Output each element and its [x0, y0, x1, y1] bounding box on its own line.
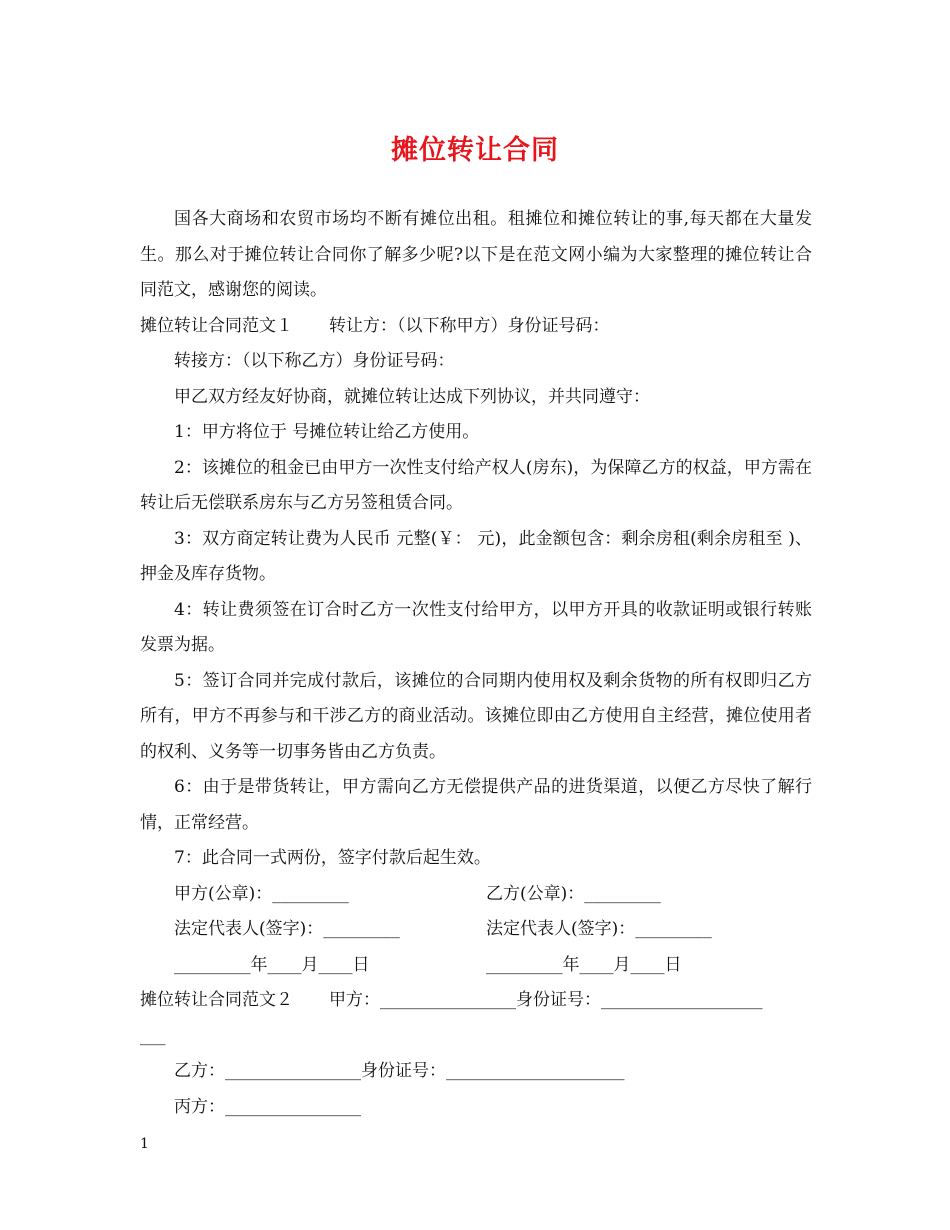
agreement-line: 甲乙双方经友好协商，就摊位转让达成下列协议，并共同遵守：	[174, 386, 650, 407]
sample2-party-b: 乙方：________________身份证号：_____________________	[174, 1061, 625, 1081]
party-b-seal: 乙方(公章)：_________	[486, 883, 661, 904]
transferee-line: 转接方：（以下称乙方）身份证号码：	[174, 351, 455, 371]
sample2-party-a-wrap: ___	[140, 1025, 166, 1046]
document-body	[140, 202, 812, 1125]
sample1-heading: 摊位转让合同范文１	[140, 315, 293, 336]
clause-6: 6：由于是带货转让，甲方需向乙方无偿提供产品的进货渠道，以便乙方尽快了解行情，正常经营。	[140, 777, 812, 833]
sample2-party-c: 丙方：________________	[174, 1096, 361, 1117]
clause-5: 5：签订合同并完成付款后，该摊位的合同期内使用权及剩余货物的所有权即归乙方所有，甲方不再参与和干涉乙方的商业活动。该摊位即由乙方使用自主经营，摊位使用者的权利、义务等一切事务皆由乙方负责。	[140, 670, 812, 762]
clause-1: 1：甲方将位于 号摊位转让给乙方使用。	[174, 422, 480, 442]
clause-3: 3：双方商定转让费为人民币 元整(￥： 元)，此金额包含：剩余房租(剩余房租至 )、押金及库存货物。	[140, 528, 812, 584]
clause-2: 2：该摊位的租金已由甲方一次性支付给产权人(房东)，为保障乙方的权益，甲方需在转让后无偿联系房东与乙方另签租赁合同。	[140, 457, 812, 513]
party-b-date: _________年____月____日	[486, 954, 682, 975]
signature-date-row	[140, 948, 812, 984]
transferor-line: 转让方：（以下称甲方）身份证号码：	[329, 315, 610, 336]
document-title: 摊位转让合同	[391, 135, 559, 166]
sample2-party-a: 甲方：________________身份证号：___________________	[329, 990, 763, 1010]
party-a-date: _________年____月____日	[174, 954, 370, 975]
sample2-heading: 摊位转让合同范文２	[140, 990, 293, 1010]
clause-7: 7：此合同一式两份，签字付款后起生效。	[174, 848, 491, 868]
signature-seal-row	[140, 877, 812, 913]
page-number: 1	[140, 1136, 149, 1152]
party-a-seal: 甲方(公章)：_________	[174, 883, 349, 904]
sample2-heading-line	[140, 983, 812, 1019]
sample1-heading-line	[140, 309, 812, 345]
party-a-representative: 法定代表人(签字)：_________	[174, 919, 400, 939]
party-b-representative: 法定代表人(签字)：_________	[486, 919, 712, 939]
signature-rep-row	[140, 912, 812, 948]
intro-paragraph: 国各大商场和农贸市场均不断有摊位出租。租摊位和摊位转让的事,每天都在大量发生。那么对于摊位转让合同你了解多少呢?以下是在范文网小编为大家整理的摊位转让合同范文，感谢您的阅读。	[140, 209, 812, 300]
clause-4: 4：转让费须签在订合时乙方一次性支付给甲方，以甲方开具的收款证明或银行转账发票为据。	[140, 599, 812, 655]
